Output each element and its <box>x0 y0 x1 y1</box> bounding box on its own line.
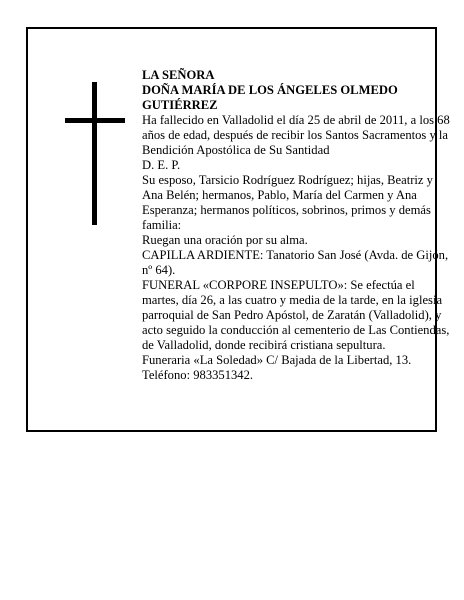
deceased-name: DOÑA MARÍA DE LOS ÁNGELES OLMEDO GUTIÉRREZ <box>142 83 398 112</box>
rest-in-peace: D. E. P. <box>142 158 181 172</box>
obituary-text <box>142 68 452 383</box>
notice-heading: LA SEÑORA <box>142 68 215 82</box>
death-announcement: Ha fallecido en Valladolid el día 25 de abril de 2011, a los 68 años de edad, después de recibir los Santos Sacramentos y la Bendición Apostólica de Su Santidad <box>142 113 450 157</box>
funeral-home-info: Funeraria «La Soledad» C/ Bajada de la Libertad, 13. Teléfono: 983351342. <box>142 353 412 382</box>
funeral-info: FUNERAL «CORPORE INSEPULTO»: Se efectúa el martes, día 26, a las cuatro y media de la tarde, en la iglesia parroquial de San Pedro Apóstol, de Zaratán (Valladolid), y acto seguido la conducción al cementerio de Las Contiendas, de Valladolid, donde recibirá cristiana sepultura. <box>142 278 450 352</box>
obituary-notice <box>26 27 450 432</box>
chapel-info: CAPILLA ARDIENTE: Tanatorio San José (Avda. de Gijón, nº 64). <box>142 248 449 277</box>
family-list: Su esposo, Tarsicio Rodríguez Rodríguez; hijas, Beatriz y Ana Belén; hermanos, Pablo, María del Carmen y Ana Esperanza; hermanos políticos, sobrinos, primos y demás familia: <box>142 173 433 232</box>
cross-icon <box>92 82 97 225</box>
cross-icon-bar <box>65 118 125 123</box>
prayer-request: Ruegan una oración por su alma. <box>142 233 308 247</box>
